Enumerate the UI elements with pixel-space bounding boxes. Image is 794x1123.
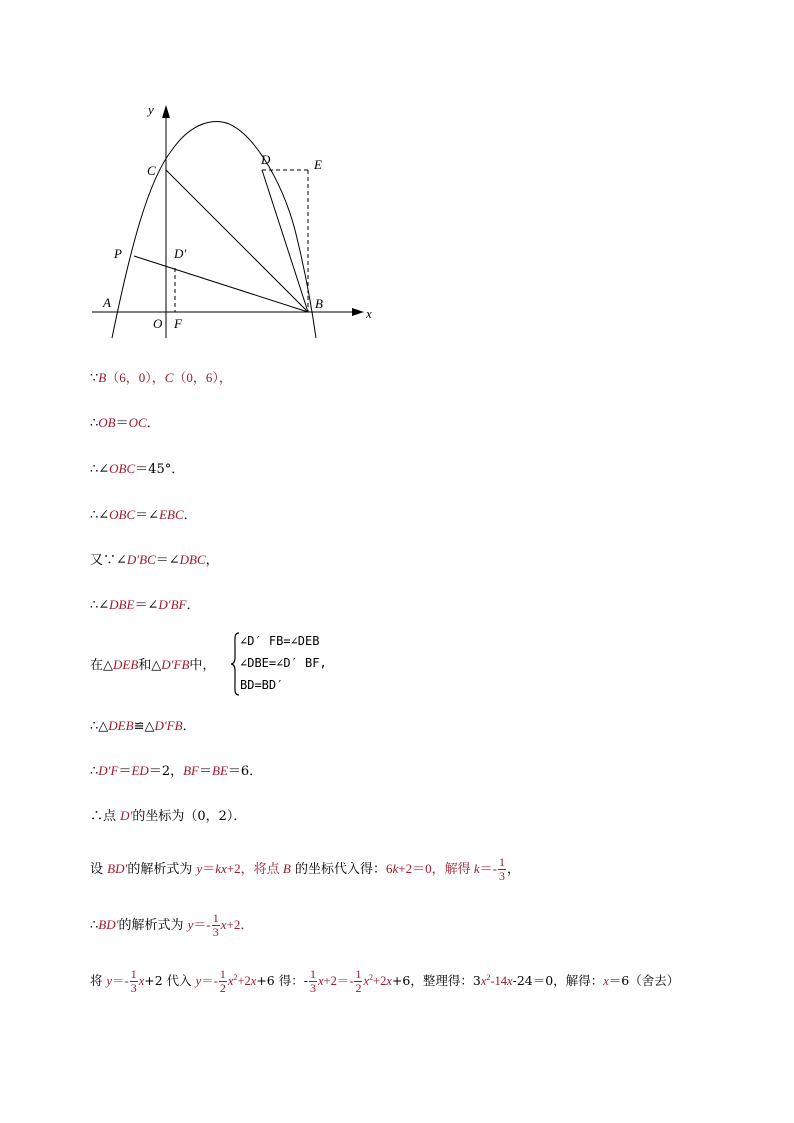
math: x [220, 917, 227, 932]
math: +2＝- [323, 974, 354, 989]
math: -14 [490, 974, 508, 989]
math: BF [183, 763, 199, 778]
math: x [317, 974, 324, 989]
math: ＝- [193, 917, 211, 932]
math: +2． [226, 917, 254, 932]
denominator: 2 [219, 981, 226, 996]
text: ∴△ [90, 719, 109, 734]
segment-db [262, 170, 308, 312]
text: ＝6． [227, 764, 263, 779]
label-e: E [314, 157, 322, 172]
text: ＝ [118, 764, 132, 779]
exponent: 2 [369, 973, 374, 982]
math: ＝ [202, 861, 216, 876]
fraction [354, 968, 362, 995]
math: +2＝0，解得 [398, 861, 474, 876]
text: ≌△ [133, 719, 155, 734]
text: ＝ [199, 764, 213, 779]
math: k [392, 861, 399, 876]
line-3 [90, 459, 184, 480]
text: ∴ [90, 918, 99, 933]
math: y [106, 974, 113, 989]
math: ＝- [201, 974, 218, 989]
math: y [196, 861, 203, 876]
exponent: 2 [233, 973, 238, 982]
fraction [130, 968, 138, 995]
equation-system [230, 632, 370, 696]
math: ＝- [479, 861, 497, 876]
text: 的解析式为 [127, 862, 197, 877]
math: +2 [373, 974, 387, 989]
math: y [187, 917, 194, 932]
math: k [473, 861, 480, 876]
math: D′F [98, 763, 119, 778]
text: ＝45°． [135, 462, 185, 477]
text: ＝ [115, 416, 129, 431]
x-axis-arrow [352, 308, 364, 316]
line-7 [90, 655, 215, 676]
math: OBC [109, 461, 136, 476]
math: DBC [179, 552, 206, 567]
label-o: O [153, 316, 163, 331]
math: +2，将点 [226, 861, 283, 876]
segment-cb [166, 170, 308, 312]
text: ∵ [90, 371, 99, 386]
math: BD′ [98, 917, 119, 932]
math: x [480, 974, 487, 989]
math: DEB [108, 718, 134, 733]
math: y [195, 974, 202, 989]
math: DEB [113, 657, 139, 672]
math: 6 [386, 861, 393, 876]
text: ∴点 [90, 809, 121, 824]
math: DBE [109, 597, 135, 612]
math: D′BC [126, 552, 156, 567]
text: 将 [90, 973, 107, 989]
math: D′FB [161, 657, 190, 672]
math: ED [131, 763, 149, 778]
text: ， [205, 553, 219, 568]
text: ． [182, 719, 196, 734]
label-c: C [147, 163, 156, 178]
line-4 [90, 505, 197, 526]
text: 的解析式为 [118, 918, 188, 933]
math: OC [128, 415, 147, 430]
system-row: ∠D′ FB=∠DEB [240, 634, 320, 648]
brace-icon [230, 632, 240, 696]
line-13 [90, 968, 679, 995]
text: ． [186, 598, 200, 613]
denominator: 3 [130, 981, 137, 996]
text: 的坐标代入得： [290, 862, 386, 877]
text: 又∵∠ [90, 553, 127, 568]
math: ＝- [112, 974, 129, 989]
system-row: BD=BD′ [240, 678, 284, 692]
math: x [386, 974, 392, 989]
math: OBC [109, 507, 136, 522]
text: ∴∠ [90, 598, 110, 613]
label-y: y [148, 102, 154, 117]
fraction [309, 968, 317, 995]
numerator: 1 [212, 911, 219, 925]
text: +6 得：- [256, 973, 308, 989]
text: 中， [189, 658, 216, 673]
y-axis-arrow [162, 105, 170, 118]
math: D′ [120, 808, 133, 823]
label-x: x [366, 306, 372, 321]
math: x [507, 974, 513, 989]
math: +2 [237, 974, 251, 989]
math: D′BF [158, 597, 187, 612]
text: ， [507, 862, 521, 877]
line-1 [90, 368, 232, 389]
line-2 [90, 413, 160, 434]
numerator: 1 [355, 967, 362, 982]
fraction [498, 856, 506, 883]
denominator: 2 [355, 981, 362, 996]
line-5 [90, 550, 219, 571]
exponent: 2 [486, 973, 491, 982]
math: D′FB [154, 718, 183, 733]
label-a: A [103, 295, 111, 310]
text: ∴∠ [90, 508, 110, 523]
text: ∴∠ [90, 462, 110, 477]
math: BD′ [107, 861, 128, 876]
text: +2 代入 [144, 973, 196, 989]
parabola-curve [112, 122, 316, 338]
text: ． [183, 508, 197, 523]
math: B [98, 370, 107, 385]
text: +6，整理得：3 [391, 973, 481, 989]
text: ∴ [90, 416, 99, 431]
numerator: 1 [130, 967, 137, 982]
math: （6，0）， [106, 370, 165, 385]
line-12 [90, 912, 253, 939]
math: x [250, 974, 257, 989]
geometry-figure [0, 0, 420, 350]
text: 设 [90, 862, 108, 877]
segment-pb [134, 256, 308, 312]
label-f: F [174, 316, 182, 331]
text: ＝6（舍去） [608, 973, 680, 989]
math: x [603, 974, 609, 989]
math: C [164, 370, 174, 385]
label-d-prime: D′ [174, 246, 187, 261]
math: EBC [159, 507, 184, 522]
text: ∴ [90, 764, 99, 779]
label-p: P [114, 246, 122, 261]
text: ＝2， [148, 764, 184, 779]
text: -24＝0，解得： [512, 973, 604, 989]
math: （0，6）， [173, 370, 232, 385]
math: kx [215, 861, 227, 876]
text: ＝∠ [135, 508, 160, 523]
line-8 [90, 716, 196, 737]
math: x [138, 974, 145, 989]
label-d: D [261, 152, 271, 167]
numerator: 1 [219, 967, 226, 982]
label-b: B [315, 296, 323, 311]
numerator: 1 [499, 855, 505, 869]
numerator: 1 [309, 967, 316, 982]
text: 的坐标为（0，2）． [132, 809, 247, 824]
denominator: 3 [212, 925, 219, 939]
denominator: 3 [309, 981, 316, 996]
text: ＝∠ [155, 553, 180, 568]
line-6 [90, 595, 200, 616]
fraction [212, 912, 220, 939]
math: OB [98, 415, 116, 430]
fraction [219, 968, 227, 995]
math: x [363, 974, 370, 989]
line-9 [90, 761, 262, 782]
denominator: 3 [499, 869, 505, 883]
math: B [282, 861, 291, 876]
text: ． [146, 416, 160, 431]
text: ＝∠ [134, 598, 159, 613]
math: BE [212, 763, 228, 778]
text: 和△ [138, 658, 162, 673]
system-row: ∠DBE=∠D′ BF, [240, 656, 327, 670]
text: 在△ [90, 658, 113, 673]
line-10 [90, 806, 246, 827]
math: x [227, 974, 234, 989]
line-11 [90, 856, 520, 883]
